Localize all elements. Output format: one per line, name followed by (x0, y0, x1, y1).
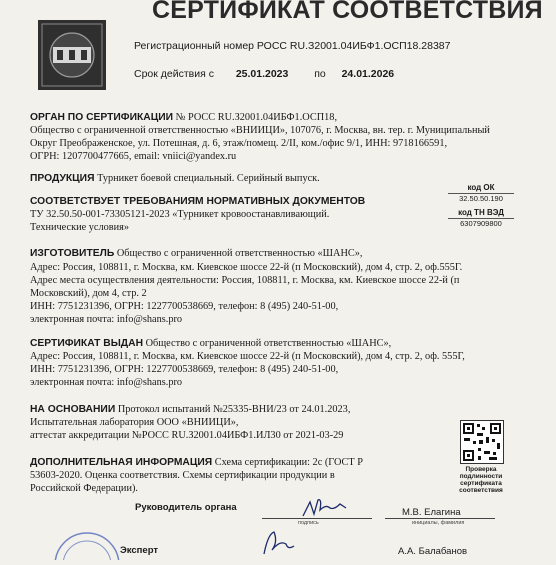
issued-heading: СЕРТИФИКАТ ВЫДАН (30, 338, 143, 349)
issued-line-3: ИНН: 7751231396, ОГРН: 1227700538669, телефон: 8 (495) 240-51-00, (30, 364, 339, 375)
signature-icon (258, 528, 298, 556)
pcc-logo-icon (38, 20, 106, 90)
basis-line-2: Испытательная лаборатория ООО «ВНИИЦИ», (30, 417, 239, 428)
product-text: Турникет боевой специальный. Серийный выпуск. (97, 173, 320, 184)
conformity-heading: СООТВЕТСТВУЕТ ТРЕБОВАНИЯМ НОРМАТИВНЫХ ДОКУМЕНТОВ (30, 196, 366, 207)
certification-logo (38, 20, 106, 90)
ok-code-box (448, 183, 514, 203)
basis-heading: НА ОСНОВАНИИ (30, 404, 116, 415)
ok-code-value: 32.50.50.190 (459, 194, 503, 203)
validity-label: Срок действия с (134, 68, 214, 80)
manufacturer-line-3: Адрес места осуществления деятельности: Россия, 108811, г. Москва, км. Киевское шоссе 22-й (п (30, 275, 460, 286)
expert-name: А.А. Балабанов (398, 546, 468, 557)
head-name-caption: инициалы, фамилия (412, 520, 465, 526)
expert-label: Эксперт (120, 545, 159, 556)
stamp-icon (52, 520, 122, 560)
conformity-line-2: Технические условия» (30, 222, 129, 233)
head-sign-caption: подпись (298, 520, 319, 526)
qr-caption: Проверка подлинности сертификата соответствия (459, 466, 503, 494)
manufacturer-line-2: Адрес: Россия, 108811, г. Москва, км. Киевское шоссе 22-й (п Московский), дом 4, стр. 2, оф.555Г. (30, 262, 463, 273)
product-heading: ПРОДУКЦИЯ (30, 173, 95, 184)
issued-line-4: электронная почта: info@shans.pro (30, 377, 183, 388)
qr-code-icon (461, 421, 503, 463)
product-line (30, 173, 320, 186)
manufacturer-line-6: электронная почта: info@shans.pro (30, 314, 183, 325)
additional-line-3: Российской Федерации). (30, 483, 138, 494)
certificate-title: СЕРТИФИКАТ СООТВЕТСТВИЯ (152, 0, 543, 24)
ok-code-label: код ОК (467, 183, 495, 192)
basis-line-1: НА ОСНОВАНИИ Протокол испытаний №25335-ВНИ/23 от 24.01.2023, (30, 404, 351, 415)
head-label: Руководитель органа (135, 502, 237, 513)
manufacturer-line-1: ИЗГОТОВИТЕЛЬ Общество с ограниченной ответственностью «ШАНС», (30, 248, 363, 259)
validity-to-label: по (314, 68, 326, 80)
additional-heading: ДОПОЛНИТЕЛЬНАЯ ИНФОРМАЦИЯ (30, 457, 213, 468)
additional-line-2: 53603-2020. Оценка соответствия. Схемы сертификации продукции в (30, 470, 335, 481)
tnved-code-value: 6307909800 (460, 219, 502, 228)
validity-period (134, 68, 394, 80)
cert-body-line-4: ОГРН: 1207700477665, email: vniici@yandex.ru (30, 151, 237, 162)
manufacturer-heading: ИЗГОТОВИТЕЛЬ (30, 248, 115, 259)
cert-body-line-1: ОРГАН ПО СЕРТИФИКАЦИИ № РОСС RU.З2001.04ИБФ1.ОСП18, (30, 112, 338, 123)
stamp (52, 520, 122, 565)
manufacturer-line-5: ИНН: 7751231396, ОГРН: 1227700538669, телефон: 8 (495) 240-51-00, (30, 301, 339, 312)
issued-line-1: СЕРТИФИКАТ ВЫДАН Общество с ограниченной ответственностью «ШАНС», (30, 338, 392, 349)
validity-to: 24.01.2026 (341, 68, 395, 80)
issued-line-2: Адрес: Россия, 108811, г. Москва, км. Киевское шоссе 22-й (п Московский), дом 4, стр. 2, оф. 555Г, (30, 351, 465, 362)
cert-body-line-3: Округ Преображенское, ул. Потешная, д. 6, этаж/помещ. 2/II, ком./офис 9/1, ИНН: 9718166591, (30, 138, 448, 149)
tnved-code-label: код ТН ВЭД (458, 208, 504, 217)
tnved-code-box (448, 208, 514, 228)
conformity-line-1: ТУ 32.50.50-001-73305121-2023 «Турникет кровоостанавливающий. (30, 209, 330, 220)
basis-line-3: аттестат аккредитации №РОСС RU.З2001.04ИБФ1.ИЛ30 от 2021-03-29 (30, 430, 344, 441)
head-name: М.В. Елагина (402, 507, 461, 518)
qr-code[interactable] (460, 420, 504, 464)
validity-from: 25.01.2023 (235, 68, 289, 80)
expert-signature (258, 528, 298, 561)
head-name-line (385, 518, 495, 519)
additional-line-1: ДОПОЛНИТЕЛЬНАЯ ИНФОРМАЦИЯ Схема сертификации: 2с (ГОСТ Р (30, 457, 363, 468)
registration-number: Регистрационный номер РОСС RU.З2001.04ИБФ1.ОСП18.28387 (134, 40, 451, 52)
manufacturer-line-4: Московский), дом 4, стр. 2 (30, 288, 147, 299)
signature-icon (300, 496, 350, 520)
cert-body-line-2: Общество с ограниченной ответственностью «ВНИИЦИ», 107076, г. Москва, вн. тер. г. Муниципальный (30, 125, 490, 136)
cert-body-heading: ОРГАН ПО СЕРТИФИКАЦИИ (30, 112, 174, 123)
